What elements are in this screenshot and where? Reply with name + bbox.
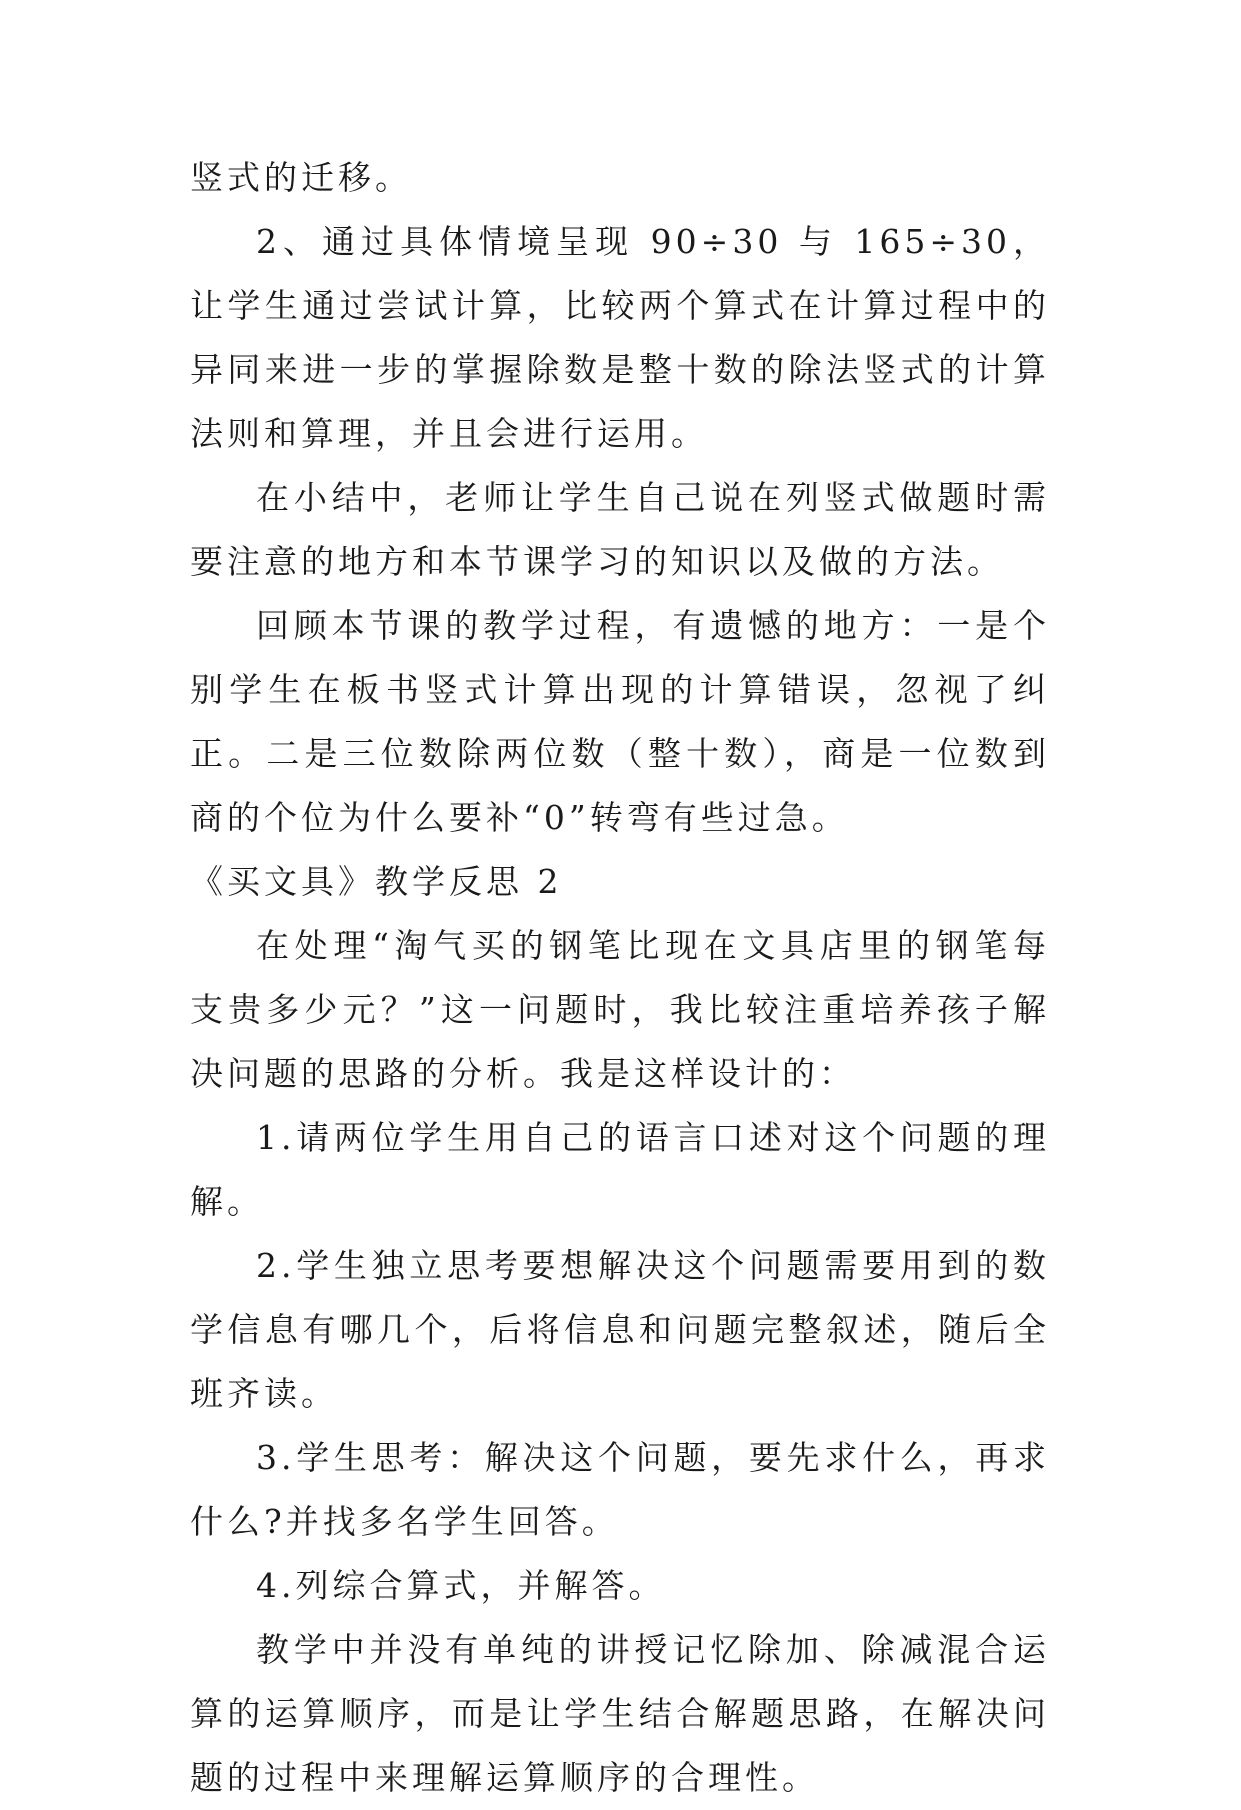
paragraph: 在小结中，老师让学生自己说在列竖式做题时需要注意的地方和本节课学习的知识以及做的方法。: [190, 478, 1050, 581]
section-heading: 《买文具》教学反思 2: [190, 862, 563, 901]
list-item: 4.列综合算式，并解答。: [256, 1566, 666, 1605]
paragraph: 竖式的迁移。: [190, 158, 412, 197]
paragraph: 回顾本节课的教学过程，有遗憾的地方：一是个别学生在板书竖式计算出现的计算错误，忽视了纠正。二是三位数除两位数（整十数），商是一位数到商的个位为什么要补“0”转弯有些过急。: [190, 606, 1050, 837]
list-item: 2.学生独立思考要想解决这个问题需要用到的数学信息有哪几个，后将信息和问题完整叙述，随后全班齐读。: [190, 1246, 1050, 1413]
document-page: [190, 146, 1050, 1810]
paragraph: 教学中并没有单纯的讲授记忆除加、除减混合运算的运算顺序，而是让学生结合解题思路，在解决问题的过程中来理解运算顺序的合理性。: [190, 1630, 1050, 1797]
paragraph: 在处理“淘气买的钢笔比现在文具店里的钢笔每支贵多少元？”这一问题时，我比较注重培养孩子解决问题的思路的分析。我是这样设计的：: [190, 926, 1050, 1093]
list-item: 3.学生思考：解决这个问题，要先求什么，再求什么?并找多名学生回答。: [190, 1438, 1050, 1541]
paragraph: 2、通过具体情境呈现 90÷30 与 165÷30，让学生通过尝试计算，比较两个算式在计算过程中的异同来进一步的掌握除数是整十数的除法竖式的计算法则和算理，并且会进行运用。: [190, 222, 1050, 453]
list-item: 1.请两位学生用自己的语言口述对这个问题的理解。: [190, 1118, 1050, 1221]
